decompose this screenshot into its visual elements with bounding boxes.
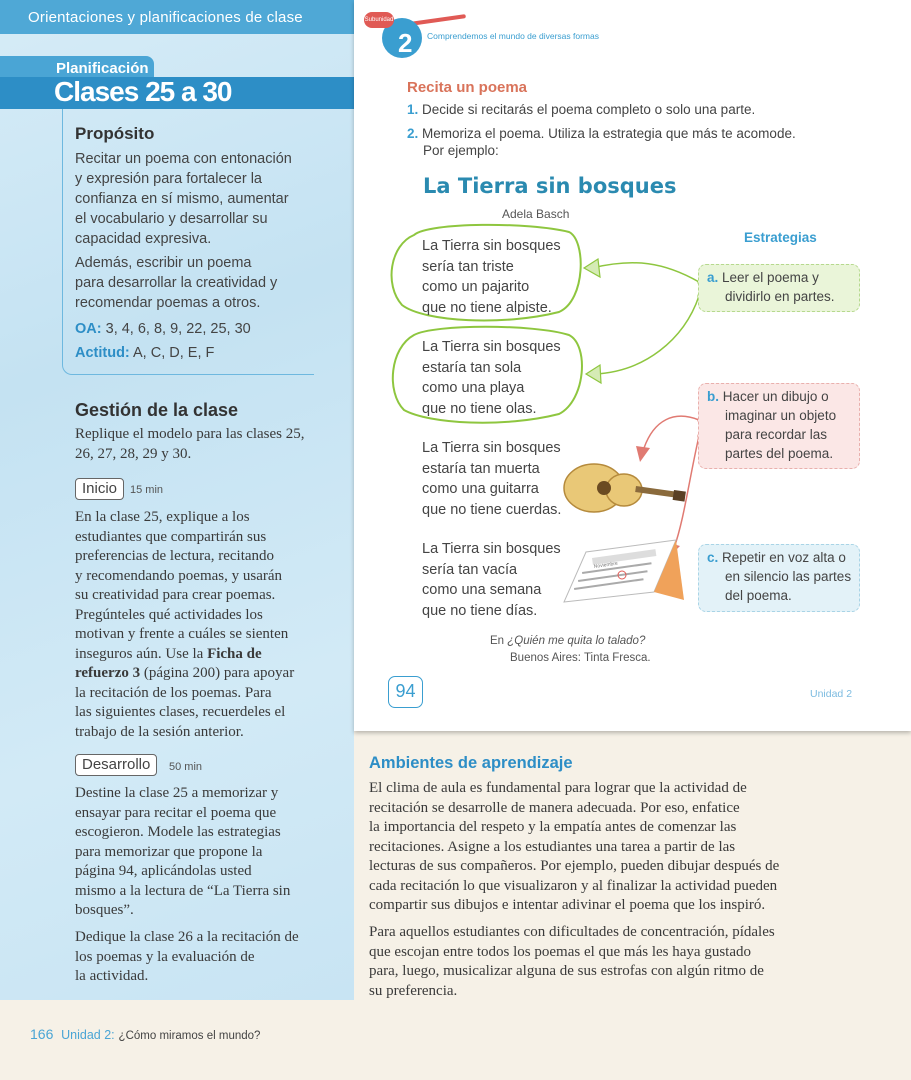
book-page-number: 94 (388, 676, 423, 708)
planning-title: Clases 25 a 30 (54, 76, 232, 107)
poem-source: En ¿Quién me quita lo talado? (490, 635, 646, 647)
start-tag: Inicio (75, 478, 124, 500)
poem-author: Adela Basch (502, 207, 570, 221)
arrowhead-b-1 (636, 446, 650, 462)
poem-stanza-4: La Tierra sin bosques sería tan vacía como una semana que no tiene días. (422, 541, 561, 619)
poem-stanza-3: La Tierra sin bosques estaría tan muerta como una guitarra que no tiene cuerdas. (422, 440, 562, 518)
development-text: Destine la clase 25 a memorizar y ensayar para recitar el poema que escogieron. Modele las estrategias para memorizar que propone la página 94, aplicándolas usted mismo a la lectura de “La Tierra sin bosques”. (75, 785, 291, 918)
development-time: 50 min (169, 761, 203, 773)
footer-unit-title: ¿Cómo miramos el mundo? (118, 1030, 261, 1042)
activity-title: Recita un poema (407, 79, 528, 96)
development-text-2: Dedique la clase 26 a la recitación de los poemas y la evaluación de la actividad. (75, 929, 299, 984)
start-time: 15 min (130, 484, 164, 496)
purpose-heading: Propósito (75, 124, 155, 143)
strategy-a-card: a. Leer el poema y dividirlo en partes. (698, 264, 860, 312)
planning-tab-label: Planificación (56, 60, 149, 77)
poem-publisher: Buenos Aires: Tinta Fresca. (510, 652, 651, 664)
arrow-strategy-b-1 (644, 416, 699, 448)
footer-unit: Unidad 2: (61, 1028, 115, 1042)
management-intro: Replique el modelo para las clases 25, 26, 27, 28, 29 y 30. (75, 426, 305, 462)
unit-badge-label: Subunidad (364, 12, 394, 28)
planning-title-band (0, 77, 354, 109)
strategy-c-card: c. Repetir en voz alta o en silencio las partes del poema. (698, 544, 860, 612)
purpose-text-2: Además, escribir un poema para desarrollar la creatividad y recomendar poemas a otros. (75, 255, 278, 311)
arrow-strategy-a-2 (594, 296, 699, 374)
teacher-guide-column (0, 0, 354, 1000)
development-tag: Desarrollo (75, 754, 157, 776)
arrow-strategy-a-1 (592, 263, 699, 282)
poem-stanza-2: La Tierra sin bosques estaría tan sola como una playa que no tiene olas. (422, 339, 561, 417)
section-header (0, 0, 354, 34)
arrowhead-a-1 (584, 259, 600, 277)
instruction-1: 1. Decide si recitarás el poema completo o solo una parte. (407, 102, 756, 117)
environments-paragraph-2: Para aquellos estudiantes con dificultades de concentración, pídales que escojan entre todos los poemas el que más les haya gustado para, luego, musicalizar alguna de sus estrofas con algún ritmo de su preferencia. (369, 924, 775, 999)
purpose-text: Recitar un poema con entonación y expresión para fortalecer la confianza en sí mismo, aumentar el vocabulario y desarrollar su capacidad expresiva. (75, 151, 292, 247)
book-unit-footer: Unidad 2 (810, 688, 853, 700)
guitar-illustration (564, 464, 686, 512)
section-label: Orientaciones y planificaciones de clase (28, 9, 303, 26)
strategy-b-card: b. Hacer un dibujo o imaginar un objeto para recordar las partes del poema. (698, 383, 860, 469)
environments-paragraph-1: El clima de aula es fundamental para lograr que la actividad de recitación se desarrolle de manera adecuada. Por eso, enfatice la importancia del respeto y la empatía antes de comenzar las recitaciones. Asigne a los estudiantes una tarea a partir de las lecturas de sus compañeros. Por ejemplo, pueden dibujar después de cada recitación lo que visualizaron y al finalizar la actividad pueden compartir sus dibujos e intentar adivinar el poema que los inspiró. (369, 780, 780, 913)
calendar-illustration (564, 540, 684, 602)
environments-heading: Ambientes de aprendizaje (369, 754, 573, 772)
instruction-2: 2. Memoriza el poema. Utiliza la estrategia que más te acomode. Por ejemplo: (407, 126, 796, 158)
start-text: En la clase 25, explique a los estudiantes que compartirán sus preferencias de lectura, recitando y recomendando poemas, y usarán su creatividad para crear poemas. Pregúnteles qué actividades los motivan y frente a cuáles se sienten inseguros aún. Use la Ficha de refuerzo 3 (página 200) para apoyar la recitación de los poemas. Para las siguientes clases, recuerdeles el trabajo de la sesión anterior. (75, 509, 295, 740)
arrowhead-a-2 (586, 365, 601, 383)
svg-text:Noviembre: Noviembre (593, 560, 619, 570)
unit-title: Comprendemos el mundo de diversas formas (427, 31, 599, 41)
oa-line: OA: 3, 4, 6, 8, 9, 22, 25, 30 (75, 321, 251, 337)
poem-title: La Tierra sin bosques (423, 174, 677, 198)
poem-stanza-1: La Tierra sin bosques sería tan triste como un pajarito que no tiene alpiste. (422, 238, 561, 316)
management-heading: Gestión de la clase (75, 400, 239, 420)
student-book-page (354, 0, 911, 731)
unit-number: 2 (398, 28, 413, 58)
page-footer (30, 1026, 260, 1042)
page-number: 166 (30, 1026, 54, 1042)
strategies-heading: Estrategias (744, 230, 817, 245)
attitude-line: Actitud: A, C, D, E, F (75, 345, 215, 361)
